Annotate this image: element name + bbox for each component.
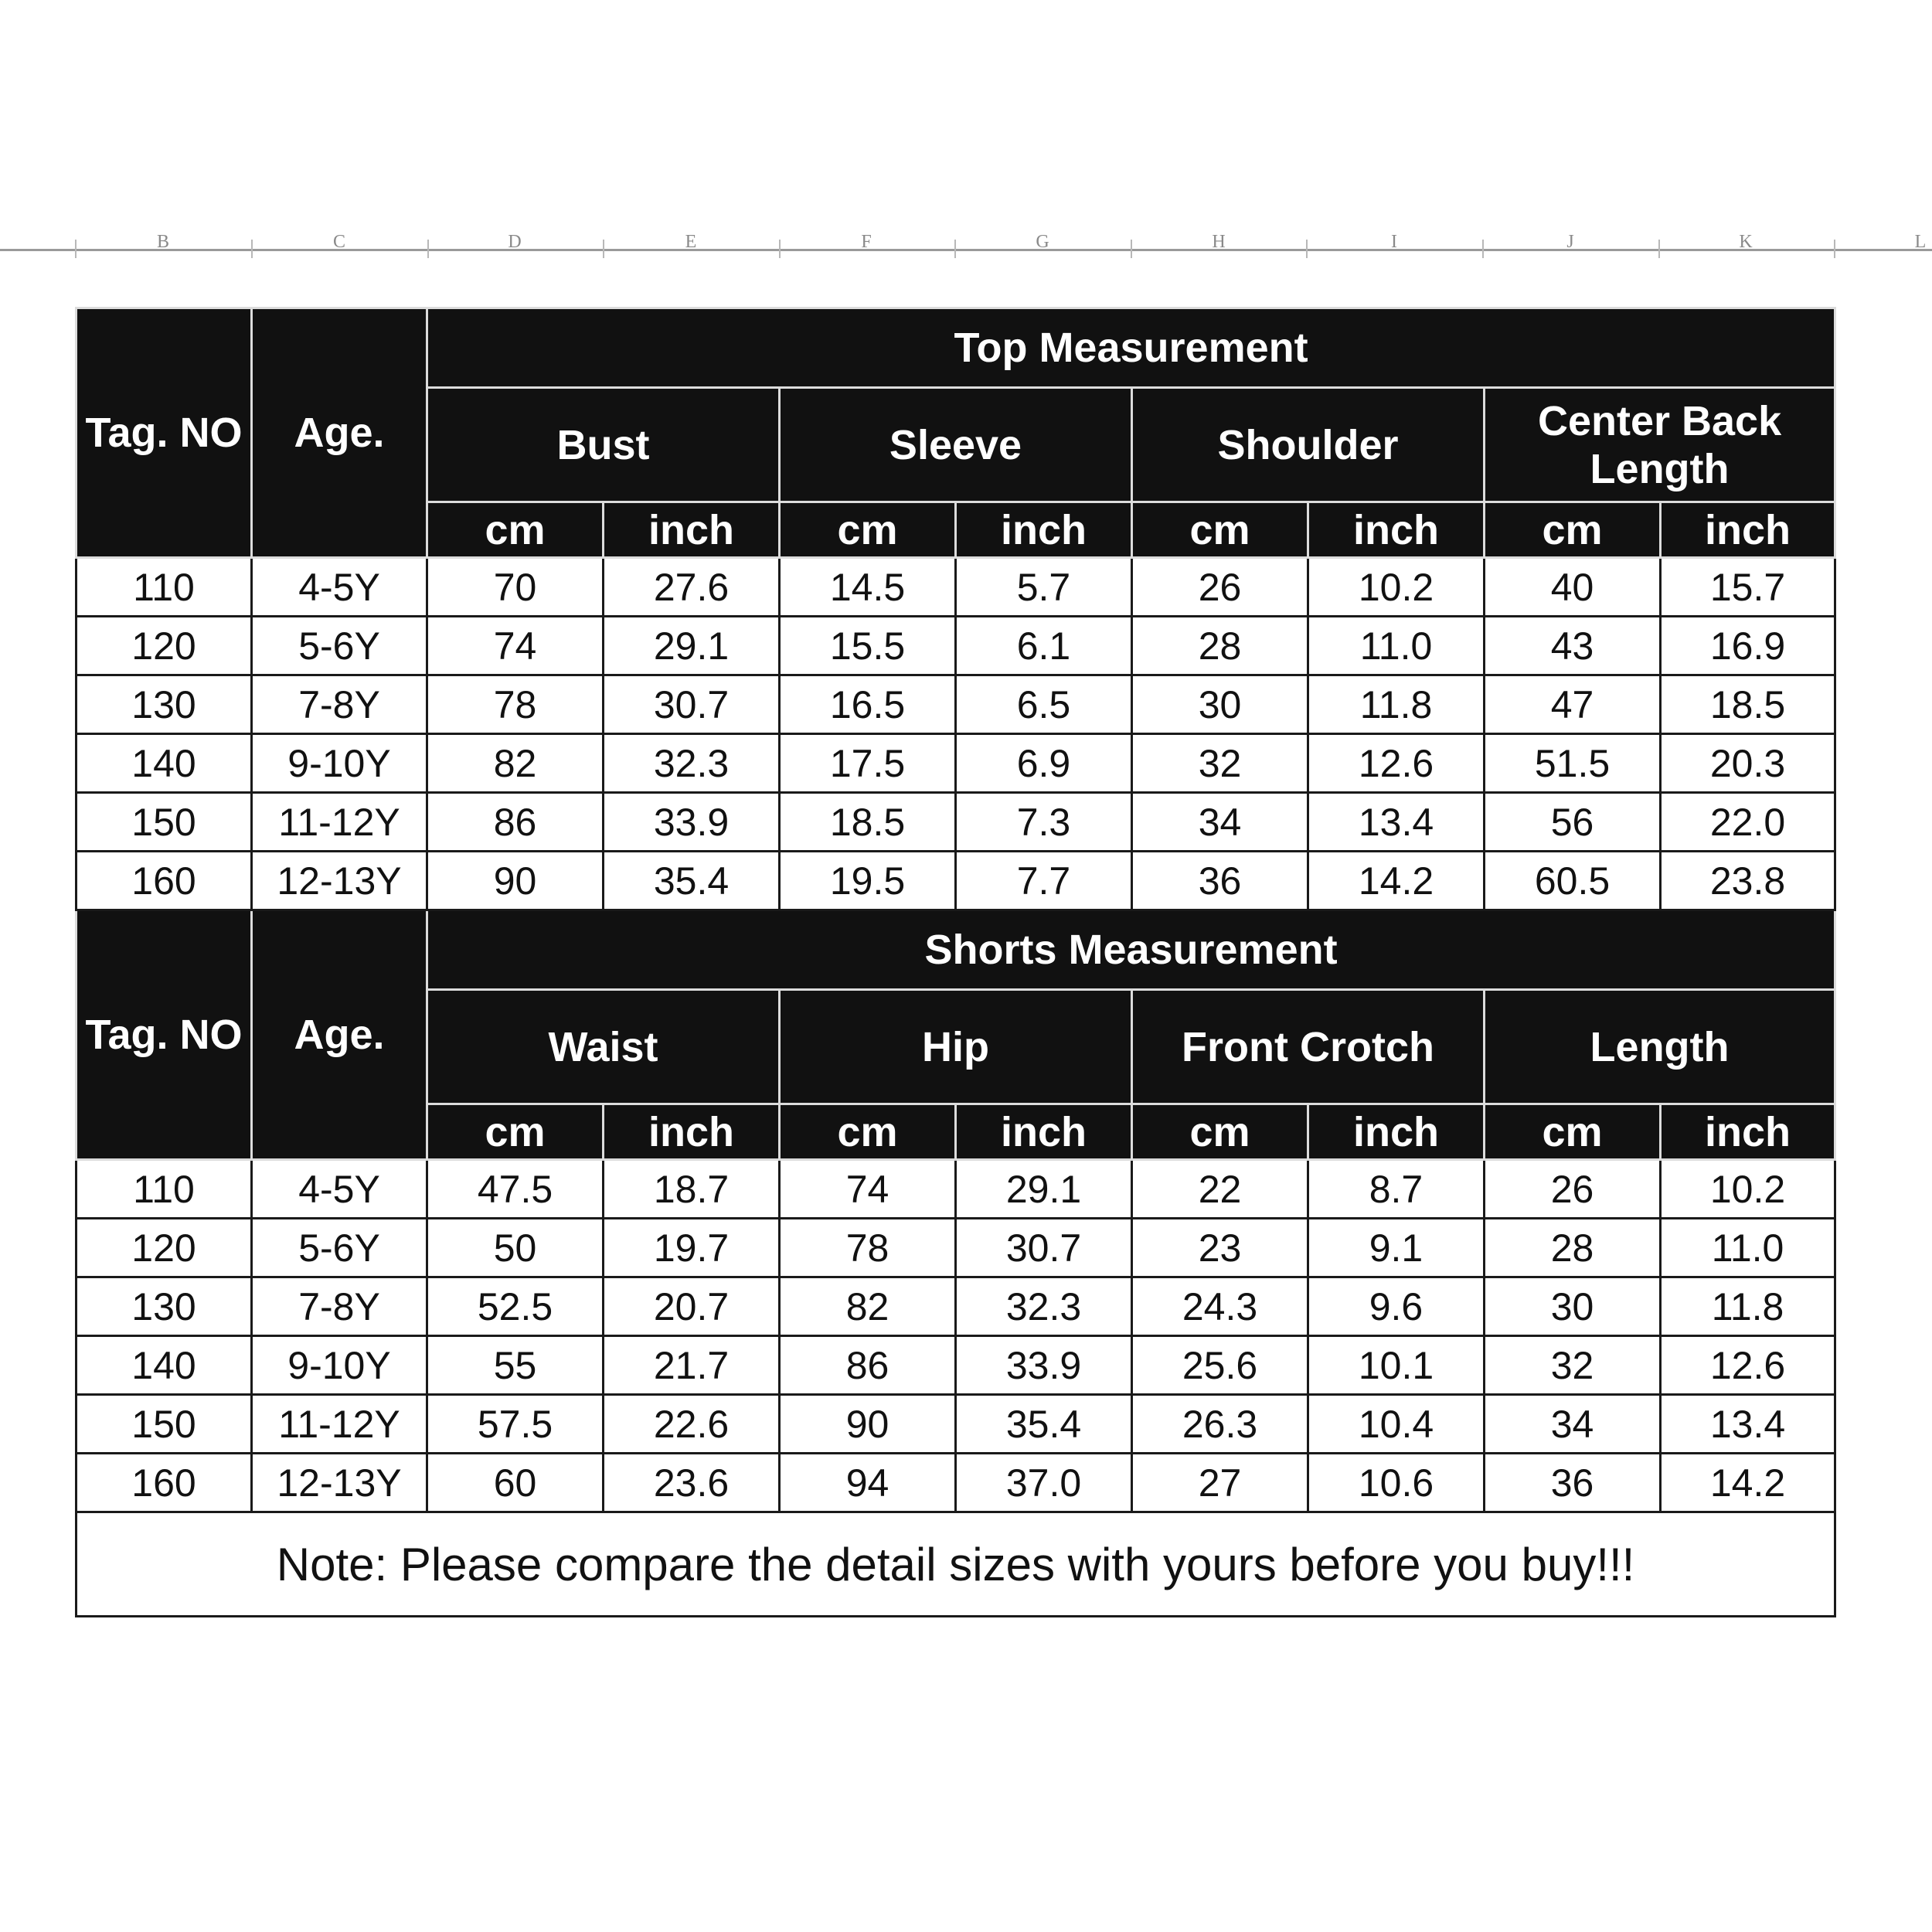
cm-cell: 43	[1485, 617, 1661, 675]
table-row	[77, 1219, 1835, 1277]
cm-cell: 16.5	[780, 675, 956, 734]
cm-cell: 60	[427, 1454, 604, 1512]
unit-header-cm: cm	[780, 502, 956, 558]
inch-cell: 37.0	[956, 1454, 1132, 1512]
cm-cell: 32	[1132, 734, 1308, 793]
size-chart-table	[75, 307, 1836, 1617]
age-cell: 11-12Y	[252, 793, 427, 852]
inch-cell: 33.9	[956, 1336, 1132, 1395]
table-row	[77, 617, 1835, 675]
tag-no-cell: 150	[77, 1395, 252, 1454]
cm-cell: 70	[427, 558, 604, 617]
table-row	[77, 1395, 1835, 1454]
column-tick	[954, 240, 956, 258]
inch-cell: 12.6	[1661, 1336, 1835, 1395]
cm-cell: 34	[1132, 793, 1308, 852]
cm-cell: 26	[1485, 1160, 1661, 1219]
cm-cell: 82	[427, 734, 604, 793]
cm-cell: 23	[1132, 1219, 1308, 1277]
table-row	[77, 1160, 1835, 1219]
cm-cell: 28	[1485, 1219, 1661, 1277]
column-letter-d: D	[508, 232, 522, 252]
top-measurement-title: Top Measurement	[427, 308, 1835, 388]
age-cell: 5-6Y	[252, 617, 427, 675]
inch-cell: 20.3	[1661, 734, 1835, 793]
age-cell: 12-13Y	[252, 1454, 427, 1512]
tag-no-cell: 110	[77, 558, 252, 617]
cm-cell: 36	[1485, 1454, 1661, 1512]
note-section	[77, 1512, 1835, 1617]
column-letter-l: L	[1914, 232, 1927, 252]
inch-cell: 30.7	[956, 1219, 1132, 1277]
column-letter-g: G	[1036, 232, 1049, 252]
unit-header-cm: cm	[780, 1104, 956, 1160]
column-letter-i: I	[1391, 232, 1397, 252]
unit-header-inch: inch	[1308, 502, 1485, 558]
cm-cell: 78	[427, 675, 604, 734]
cm-cell: 56	[1485, 793, 1661, 852]
inch-cell: 12.6	[1308, 734, 1485, 793]
cm-cell: 57.5	[427, 1395, 604, 1454]
column-letter-c: C	[332, 232, 345, 252]
cm-cell: 74	[427, 617, 604, 675]
cm-cell: 47.5	[427, 1160, 604, 1219]
cm-cell: 90	[780, 1395, 956, 1454]
inch-cell: 10.6	[1308, 1454, 1485, 1512]
cm-cell: 47	[1485, 675, 1661, 734]
tag-no-cell: 140	[77, 734, 252, 793]
table-row	[77, 852, 1835, 910]
cm-cell: 28	[1132, 617, 1308, 675]
inch-cell: 10.1	[1308, 1336, 1485, 1395]
inch-cell: 19.7	[604, 1219, 780, 1277]
inch-cell: 13.4	[1661, 1395, 1835, 1454]
inch-cell: 5.7	[956, 558, 1132, 617]
unit-header-cm: cm	[1132, 502, 1308, 558]
tag-no-cell: 160	[77, 1454, 252, 1512]
cm-cell: 17.5	[780, 734, 956, 793]
age-header: Age.	[252, 308, 427, 558]
cm-cell: 15.5	[780, 617, 956, 675]
inch-cell: 16.9	[1661, 617, 1835, 675]
unit-header-inch: inch	[956, 1104, 1132, 1160]
age-cell: 7-8Y	[252, 1277, 427, 1336]
cm-cell: 60.5	[1485, 852, 1661, 910]
unit-header-cm: cm	[1132, 1104, 1308, 1160]
inch-cell: 11.8	[1661, 1277, 1835, 1336]
cm-cell: 94	[780, 1454, 956, 1512]
inch-cell: 32.3	[956, 1277, 1132, 1336]
cm-cell: 82	[780, 1277, 956, 1336]
column-tick	[1306, 240, 1308, 258]
inch-cell: 18.7	[604, 1160, 780, 1219]
cm-cell: 90	[427, 852, 604, 910]
inch-cell: 7.7	[956, 852, 1132, 910]
inch-cell: 22.6	[604, 1395, 780, 1454]
bust-header: Bust	[427, 388, 780, 502]
column-tick	[75, 240, 77, 258]
inch-cell: 11.0	[1661, 1219, 1835, 1277]
inch-cell: 35.4	[604, 852, 780, 910]
cm-cell: 50	[427, 1219, 604, 1277]
inch-cell: 35.4	[956, 1395, 1132, 1454]
tag-no-cell: 120	[77, 1219, 252, 1277]
inch-cell: 29.1	[956, 1160, 1132, 1219]
inch-cell: 27.6	[604, 558, 780, 617]
inch-cell: 30.7	[604, 675, 780, 734]
age-cell: 9-10Y	[252, 1336, 427, 1395]
column-letter-e: E	[685, 232, 697, 252]
cm-cell: 51.5	[1485, 734, 1661, 793]
inch-cell: 8.7	[1308, 1160, 1485, 1219]
unit-header-inch: inch	[1308, 1104, 1485, 1160]
column-tick	[427, 240, 429, 258]
inch-cell: 10.2	[1308, 558, 1485, 617]
column-letter-h: H	[1212, 232, 1226, 252]
unit-header-cm: cm	[1485, 1104, 1661, 1160]
cm-cell: 40	[1485, 558, 1661, 617]
inch-cell: 6.1	[956, 617, 1132, 675]
table-row	[77, 1277, 1835, 1336]
cm-cell: 74	[780, 1160, 956, 1219]
inch-cell: 6.9	[956, 734, 1132, 793]
column-tick	[1834, 240, 1835, 258]
column-tick	[603, 240, 604, 258]
size-note: Note: Please compare the detail sizes with yours before you buy!!!	[77, 1512, 1835, 1617]
age-cell: 7-8Y	[252, 675, 427, 734]
column-tick	[1658, 240, 1660, 258]
age-cell: 4-5Y	[252, 1160, 427, 1219]
length-header: Length	[1485, 990, 1835, 1104]
cm-cell: 14.5	[780, 558, 956, 617]
table-row	[77, 1336, 1835, 1395]
cm-cell: 22	[1132, 1160, 1308, 1219]
cm-cell: 25.6	[1132, 1336, 1308, 1395]
tag-no-cell: 130	[77, 675, 252, 734]
tag-no-cell: 160	[77, 852, 252, 910]
inch-cell: 11.8	[1308, 675, 1485, 734]
cm-cell: 55	[427, 1336, 604, 1395]
cm-cell: 30	[1132, 675, 1308, 734]
hip-header: Hip	[780, 990, 1132, 1104]
inch-cell: 14.2	[1308, 852, 1485, 910]
column-letter-j: J	[1566, 232, 1574, 252]
tag-no-header: Tag. NO	[77, 308, 252, 558]
cm-cell: 26.3	[1132, 1395, 1308, 1454]
inch-cell: 23.6	[604, 1454, 780, 1512]
cm-cell: 52.5	[427, 1277, 604, 1336]
waist-header: Waist	[427, 990, 780, 1104]
inch-cell: 14.2	[1661, 1454, 1835, 1512]
inch-cell: 15.7	[1661, 558, 1835, 617]
table-row	[77, 558, 1835, 617]
column-header-divider	[0, 249, 1932, 251]
cm-cell: 26	[1132, 558, 1308, 617]
shoulder-header: Shoulder	[1132, 388, 1485, 502]
inch-cell: 10.4	[1308, 1395, 1485, 1454]
unit-header-cm: cm	[427, 1104, 604, 1160]
age-cell: 4-5Y	[252, 558, 427, 617]
unit-header-cm: cm	[427, 502, 604, 558]
tag-no-cell: 140	[77, 1336, 252, 1395]
unit-header-inch: inch	[1661, 1104, 1835, 1160]
column-letter-b: B	[156, 232, 169, 252]
cm-cell: 18.5	[780, 793, 956, 852]
cm-cell: 78	[780, 1219, 956, 1277]
inch-cell: 21.7	[604, 1336, 780, 1395]
cm-cell: 27	[1132, 1454, 1308, 1512]
inch-cell: 18.5	[1661, 675, 1835, 734]
cm-cell: 30	[1485, 1277, 1661, 1336]
inch-cell: 9.6	[1308, 1277, 1485, 1336]
column-letter-k: K	[1739, 232, 1753, 252]
age-cell: 9-10Y	[252, 734, 427, 793]
inch-cell: 29.1	[604, 617, 780, 675]
inch-cell: 32.3	[604, 734, 780, 793]
cm-cell: 32	[1485, 1336, 1661, 1395]
inch-cell: 9.1	[1308, 1219, 1485, 1277]
inch-cell: 33.9	[604, 793, 780, 852]
sleeve-header: Sleeve	[780, 388, 1132, 502]
column-tick	[1131, 240, 1132, 258]
top-measurement-section	[77, 308, 1835, 910]
unit-header-inch: inch	[604, 1104, 780, 1160]
spreadsheet-column-header-bar	[0, 232, 1932, 258]
column-tick	[779, 240, 781, 258]
cm-cell: 86	[780, 1336, 956, 1395]
cm-cell: 34	[1485, 1395, 1661, 1454]
table-row	[77, 675, 1835, 734]
inch-cell: 22.0	[1661, 793, 1835, 852]
tag-no-cell: 120	[77, 617, 252, 675]
tag-no-header: Tag. NO	[77, 910, 252, 1160]
inch-cell: 10.2	[1661, 1160, 1835, 1219]
cm-cell: 86	[427, 793, 604, 852]
inch-cell: 23.8	[1661, 852, 1835, 910]
age-cell: 12-13Y	[252, 852, 427, 910]
tag-no-cell: 110	[77, 1160, 252, 1219]
inch-cell: 7.3	[956, 793, 1132, 852]
age-header: Age.	[252, 910, 427, 1160]
age-cell: 5-6Y	[252, 1219, 427, 1277]
tag-no-cell: 130	[77, 1277, 252, 1336]
inch-cell: 20.7	[604, 1277, 780, 1336]
unit-header-inch: inch	[604, 502, 780, 558]
table-row	[77, 793, 1835, 852]
age-cell: 11-12Y	[252, 1395, 427, 1454]
column-tick	[251, 240, 253, 258]
cm-cell: 36	[1132, 852, 1308, 910]
unit-header-cm: cm	[1485, 502, 1661, 558]
shorts-measurement-section	[77, 910, 1835, 1512]
column-tick	[1482, 240, 1484, 258]
inch-cell: 6.5	[956, 675, 1132, 734]
table-row	[77, 734, 1835, 793]
inch-cell: 13.4	[1308, 793, 1485, 852]
shorts-measurement-title: Shorts Measurement	[427, 910, 1835, 990]
unit-header-inch: inch	[956, 502, 1132, 558]
table-row	[77, 1454, 1835, 1512]
front-crotch-header: Front Crotch	[1132, 990, 1485, 1104]
tag-no-cell: 150	[77, 793, 252, 852]
center-back-length-header: Center Back Length	[1485, 388, 1835, 502]
inch-cell: 11.0	[1308, 617, 1485, 675]
cm-cell: 19.5	[780, 852, 956, 910]
column-letter-f: F	[861, 232, 872, 252]
cm-cell: 24.3	[1132, 1277, 1308, 1336]
unit-header-inch: inch	[1661, 502, 1835, 558]
